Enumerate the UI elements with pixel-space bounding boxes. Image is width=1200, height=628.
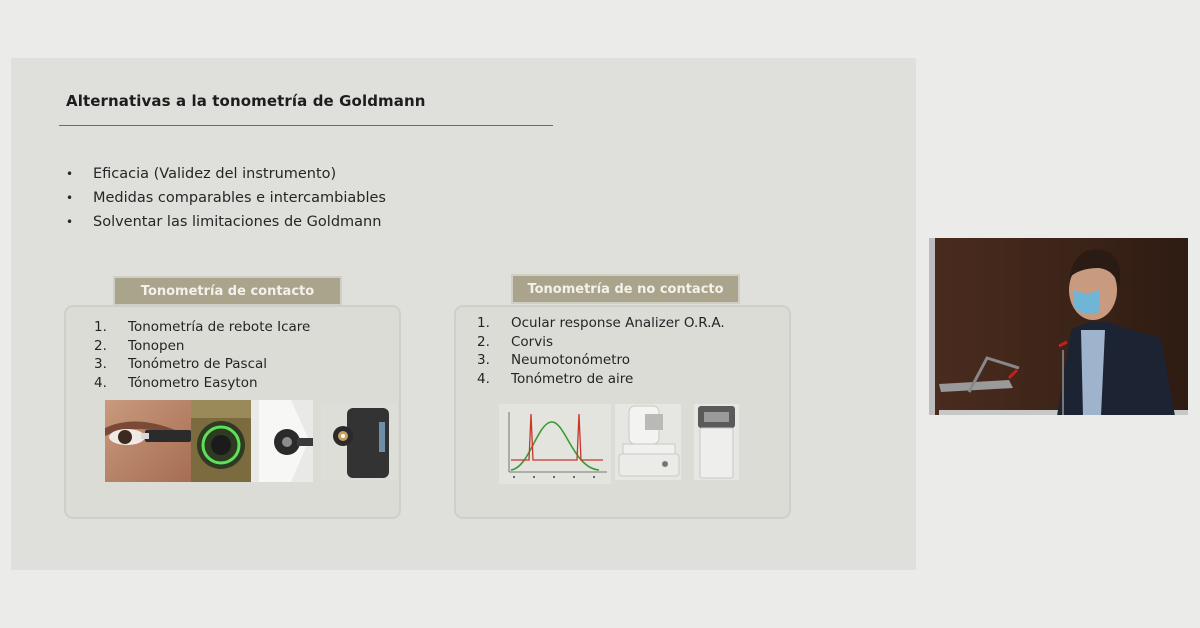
contact-list [94,318,310,392]
list-item [477,370,725,389]
list-item [94,355,310,374]
list-item [94,337,310,356]
title-divider [59,125,553,126]
list-number: 4. [94,374,107,391]
list-item [94,318,310,337]
easyton-photo [321,404,397,480]
pascal-tonometer-photo [251,400,313,482]
list-number: 2. [94,337,107,354]
corvis-device-photo [615,404,681,480]
tonopen-photo [191,400,251,482]
bullet-item: • Medidas comparables e intercambiables [63,186,386,210]
list-label: Tonometría de rebote Icare [128,319,311,335]
list-label: Corvis [511,333,554,350]
list-label: Ocular response Analizer O.R.A. [511,315,725,331]
bullet-item: • Solventar las limitaciones de Goldmann [63,210,386,234]
list-number: 2. [477,333,490,350]
contact-panel-header: Tonometría de contacto [113,276,342,306]
list-label: Tonómetro de Pascal [128,356,268,372]
list-item [477,314,725,333]
list-item [477,333,725,352]
icare-eye-photo [105,400,191,482]
list-number: 3. [94,356,107,372]
ora-signal-graph [499,404,611,484]
list-label: Tonopen [128,337,185,354]
list-number: 3. [477,352,490,368]
list-number: 1. [94,319,107,335]
air-tonometer-photo [694,404,739,480]
presentation-slide [11,58,916,570]
slide-title: Alternativas a la tonometría de Goldmann [66,92,426,110]
noncontact-list [477,314,725,388]
list-label: Neumotonómetro [511,352,631,368]
bullet-list [63,162,386,234]
list-label: Tonómetro de aire [511,370,634,387]
speaker-video [929,238,1188,415]
noncontact-panel-header: Tonometría de no contacto [511,274,740,304]
bullet-item: • Eficacia (Validez del instrumento) [63,162,386,186]
list-number: 4. [477,370,490,387]
list-item [477,351,725,370]
list-label: Tónometro Easyton [128,374,258,391]
list-number: 1. [477,315,490,331]
list-item [94,374,310,393]
